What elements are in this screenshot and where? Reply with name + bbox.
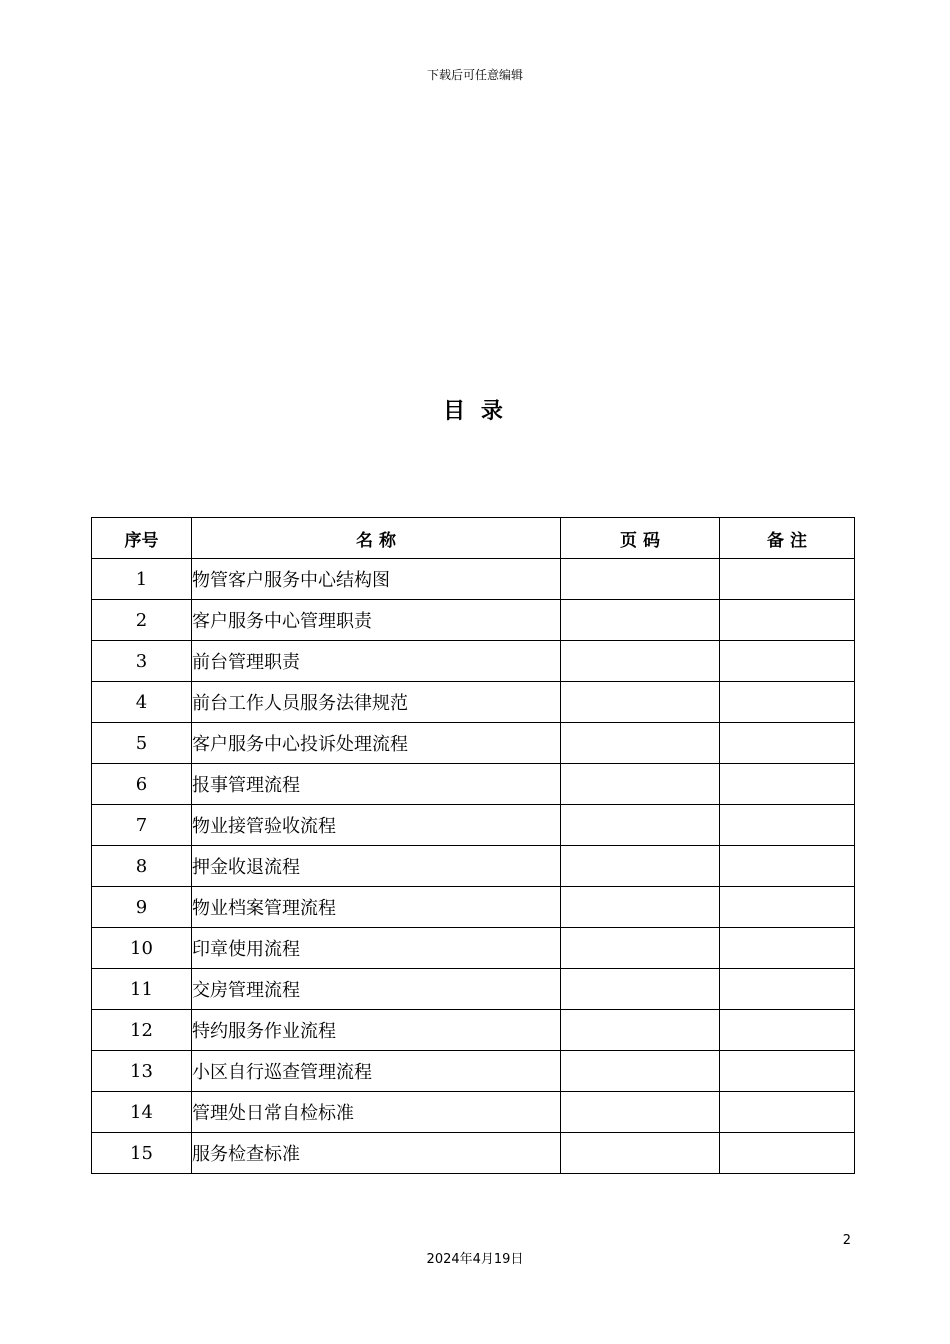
row-page	[561, 723, 720, 764]
row-name: 特约服务作业流程	[192, 1010, 561, 1051]
header-note: 下载后可任意编辑	[426, 68, 523, 82]
row-number: 15	[92, 1133, 192, 1174]
row-name: 前台工作人员服务法律规范	[192, 682, 561, 723]
row-name: 客户服务中心投诉处理流程	[192, 723, 561, 764]
row-name: 押金收退流程	[192, 846, 561, 887]
row-remark	[720, 764, 855, 805]
row-number: 1	[92, 559, 192, 600]
row-name: 报事管理流程	[192, 764, 561, 805]
table-row	[92, 928, 855, 969]
column-header-page: 页 码	[561, 518, 720, 559]
table-row	[92, 641, 855, 682]
row-page	[561, 805, 720, 846]
row-number: 12	[92, 1010, 192, 1051]
column-header-number: 序号	[92, 518, 192, 559]
row-number: 7	[92, 805, 192, 846]
row-name: 管理处日常自检标准	[192, 1092, 561, 1133]
table-row	[92, 805, 855, 846]
column-header-remark: 备 注	[720, 518, 855, 559]
row-page	[561, 887, 720, 928]
table-row	[92, 1051, 855, 1092]
table-row	[92, 1133, 855, 1174]
row-name: 服务检查标准	[192, 1133, 561, 1174]
page-title: 目 录	[443, 399, 507, 424]
row-number: 9	[92, 887, 192, 928]
row-number: 5	[92, 723, 192, 764]
table-row	[92, 969, 855, 1010]
row-name: 客户服务中心管理职责	[192, 600, 561, 641]
toc-table	[91, 517, 855, 1174]
toc-header-row	[92, 518, 855, 559]
row-number: 2	[92, 600, 192, 641]
row-page	[561, 1051, 720, 1092]
row-page	[561, 1133, 720, 1174]
row-remark	[720, 682, 855, 723]
row-name: 前台管理职责	[192, 641, 561, 682]
row-number: 10	[92, 928, 192, 969]
page-number: 2	[842, 1233, 851, 1248]
table-row	[92, 600, 855, 641]
row-number: 6	[92, 764, 192, 805]
row-page	[561, 928, 720, 969]
row-page	[561, 1092, 720, 1133]
table-row	[92, 1092, 855, 1133]
row-name: 小区自行巡查管理流程	[192, 1051, 561, 1092]
table-row	[92, 723, 855, 764]
table-row	[92, 887, 855, 928]
table-row	[92, 846, 855, 887]
row-remark	[720, 723, 855, 764]
row-remark	[720, 600, 855, 641]
row-number: 8	[92, 846, 192, 887]
row-remark	[720, 928, 855, 969]
row-name: 印章使用流程	[192, 928, 561, 969]
row-remark	[720, 1051, 855, 1092]
row-page	[561, 1010, 720, 1051]
row-number: 4	[92, 682, 192, 723]
table-row	[92, 559, 855, 600]
table-row	[92, 1010, 855, 1051]
row-remark	[720, 805, 855, 846]
row-remark	[720, 1133, 855, 1174]
row-number: 11	[92, 969, 192, 1010]
row-number: 14	[92, 1092, 192, 1133]
table-row	[92, 764, 855, 805]
row-remark	[720, 969, 855, 1010]
row-name: 物业接管验收流程	[192, 805, 561, 846]
row-page	[561, 559, 720, 600]
footer-date: 2024年4月19日	[426, 1252, 524, 1267]
row-page	[561, 764, 720, 805]
row-page	[561, 846, 720, 887]
row-remark	[720, 559, 855, 600]
row-remark	[720, 1092, 855, 1133]
row-page	[561, 682, 720, 723]
row-remark	[720, 641, 855, 682]
row-name: 物管客户服务中心结构图	[192, 559, 561, 600]
column-header-name: 名 称	[192, 518, 561, 559]
row-page	[561, 969, 720, 1010]
row-page	[561, 600, 720, 641]
row-number: 3	[92, 641, 192, 682]
row-name: 物业档案管理流程	[192, 887, 561, 928]
table-row	[92, 682, 855, 723]
row-number: 13	[92, 1051, 192, 1092]
toc-body	[92, 559, 855, 1174]
row-remark	[720, 846, 855, 887]
row-page	[561, 641, 720, 682]
row-remark	[720, 887, 855, 928]
row-remark	[720, 1010, 855, 1051]
row-name: 交房管理流程	[192, 969, 561, 1010]
